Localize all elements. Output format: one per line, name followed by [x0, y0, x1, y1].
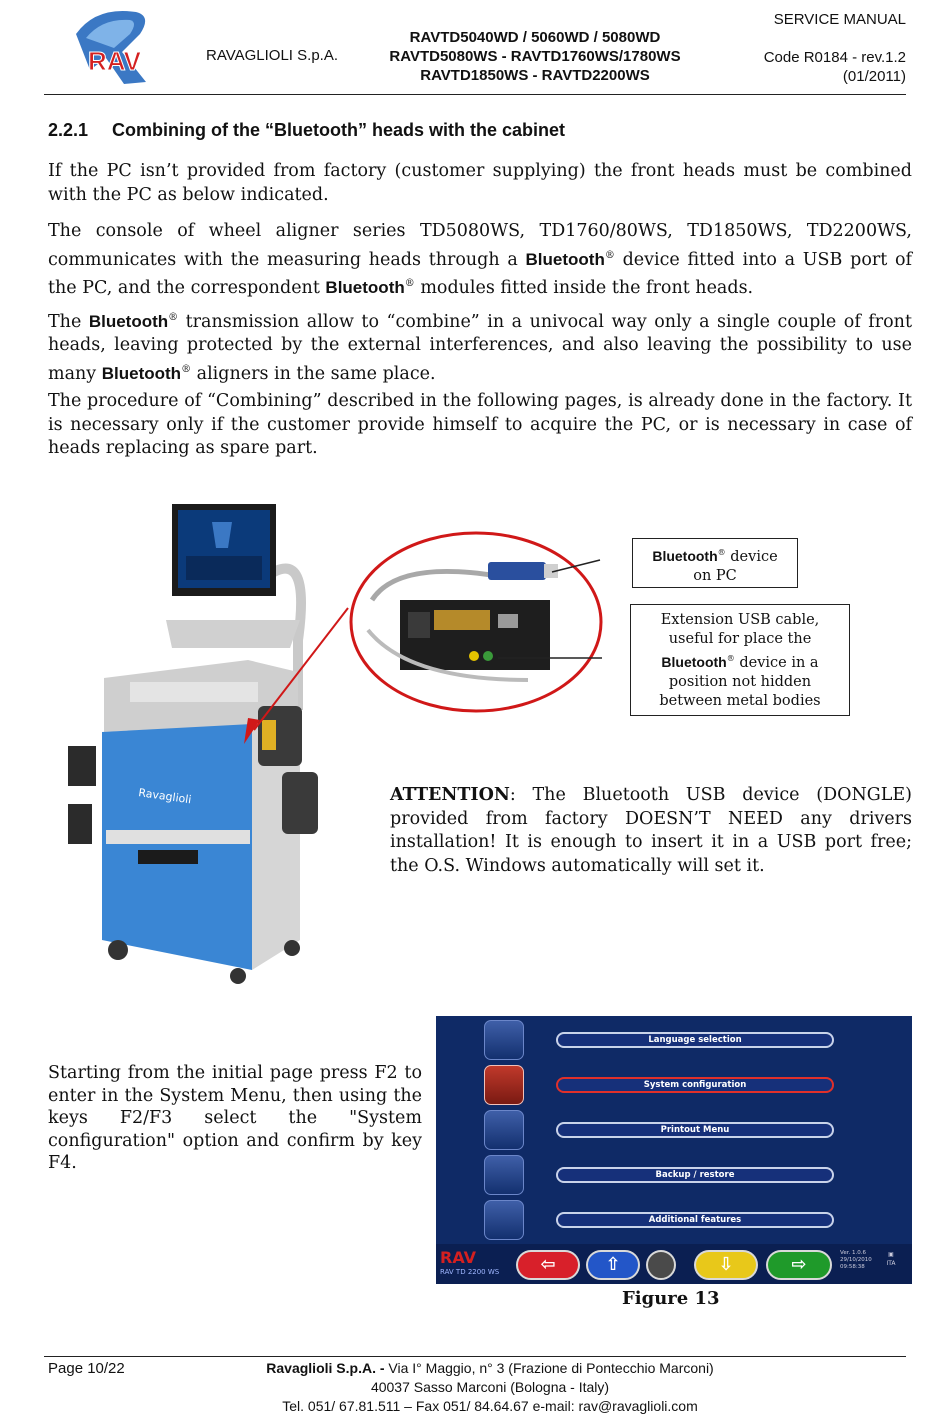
callout-text: device — [725, 548, 778, 565]
model-line: RAVTD5040WD / 5060WD / 5080WD — [409, 29, 661, 46]
footer-contacts: Tel. 051/ 67.81.511 – Fax 051/ 84.64.67 e-mail: rav@ravaglioli.com — [282, 1398, 698, 1414]
attention-text: : The Bluetooth USB device (DONGLE) provided from factory DOESN’T NEED any drivers installation! It is enough to insert it in a USB port free; the O.S. Windows automatically will set it. — [390, 785, 912, 876]
f3-button[interactable] — [646, 1250, 676, 1280]
time: 09:58:38 — [840, 1264, 865, 1270]
bluetooth-term: Bluetooth — [325, 277, 405, 297]
footer-address-line: 40037 Sasso Marconi (Bologna - Italy) — [370, 1379, 610, 1395]
callout-text: device in a — [734, 654, 819, 671]
menu-language-selection[interactable]: Language selection — [556, 1032, 834, 1048]
pc-usb-detail-image — [348, 530, 604, 714]
paragraph: The procedure of “Combining” described in the following pages, is already done in the factory. It is necessary only if the customer provide himself to acquire the PC, or is necessary in case of heads replacing as spare part. — [48, 391, 912, 458]
screen-logo-text: RAV TD 2200 WS — [440, 1268, 500, 1276]
f2-up-button[interactable]: ⇧ — [586, 1250, 640, 1280]
registered-mark: ® — [604, 249, 615, 261]
bluetooth-term: Bluetooth — [661, 653, 727, 670]
registered-mark: ® — [181, 363, 192, 375]
callout-text: on PC — [693, 567, 737, 584]
system-menu-screenshot — [436, 1016, 912, 1284]
model-list — [380, 28, 690, 85]
language-code: ITA — [886, 1260, 896, 1267]
svg-text:Ravaglioli: Ravaglioli — [137, 786, 193, 807]
spacer — [666, 29, 906, 48]
section-title: Combining of the “Bluetooth” heads with the cabinet — [112, 120, 565, 140]
screen-logo: RAV RAV TD 2200 WS — [440, 1248, 510, 1282]
text-run: device fitted into a USB port of the PC, and the correspondent — [48, 249, 912, 298]
document-date: (01/2011) — [842, 68, 906, 85]
paragraph: If the PC isn’t provided from factory (customer supplying) the front heads must be combined with the PC as below indicated. — [48, 161, 912, 205]
logo-text: RAV — [88, 46, 141, 76]
attention-label: ATTENTION — [390, 785, 510, 805]
registered-mark: ® — [168, 312, 179, 323]
footer-company: Ravaglioli S.p.A. - — [266, 1360, 385, 1376]
function-key-toolbar — [436, 1244, 912, 1284]
printer-icon — [484, 1110, 524, 1150]
f3-down-button[interactable]: ⇩ — [694, 1250, 758, 1280]
page-number: Page 10/22 — [48, 1360, 125, 1377]
header-divider — [44, 94, 906, 95]
footer-address — [200, 1359, 780, 1416]
callout-text: between metal bodies — [659, 692, 821, 709]
text-run: The console of wheel aligner series TD5080WS, TD1760/80WS, TD1850WS, TD2200WS, communicates with the measuring heads through a — [48, 221, 912, 270]
model-line: RAVTD1850WS - RAVTD2200WS — [420, 67, 650, 84]
version: Ver. 1.0.6 — [840, 1250, 866, 1256]
callout-text: Extension USB cable, — [660, 612, 820, 628]
menu-printout[interactable]: Printout Menu — [556, 1122, 834, 1138]
callout-text: useful for place the — [668, 631, 812, 647]
section-number: 2.2.1 — [48, 120, 89, 140]
callout-text: position not hidden — [668, 673, 812, 690]
f4-confirm-button[interactable]: ⇨ — [766, 1250, 832, 1280]
f1-back-button[interactable]: ⇦ — [516, 1250, 580, 1280]
callout-bluetooth-device — [632, 538, 798, 588]
bluetooth-term: Bluetooth — [88, 311, 169, 331]
text-run: modules fitted inside the front heads. — [414, 277, 754, 298]
rav-logo — [66, 4, 156, 88]
bluetooth-term: Bluetooth — [652, 547, 718, 564]
figure-caption: Figure 13 — [622, 1288, 720, 1309]
menu-backup-restore[interactable]: Backup / restore — [556, 1167, 834, 1183]
paragraph — [48, 220, 912, 300]
tools-icon — [484, 1065, 524, 1105]
document-info — [666, 10, 906, 86]
registered-mark: ® — [726, 654, 735, 663]
bluetooth-term: Bluetooth — [101, 363, 182, 383]
registered-mark: ® — [404, 277, 415, 289]
date: 29/10/2010 — [840, 1257, 872, 1263]
manual-title: SERVICE MANUAL — [773, 11, 906, 28]
menu-additional-features[interactable]: Additional features — [556, 1212, 834, 1228]
gear-icon — [484, 1200, 524, 1240]
attention-note — [390, 784, 912, 878]
version-info — [840, 1250, 872, 1271]
footer-divider — [44, 1356, 906, 1357]
document-code: Code R0184 - rev.1.2 — [763, 49, 906, 66]
model-line: RAVTD5080WS - RAVTD1760WS/1780WS — [389, 48, 681, 65]
footer-address-line: Via I° Maggio, n° 3 (Frazione di Pontecchio Marconi) — [384, 1360, 714, 1376]
registered-mark: ® — [717, 548, 726, 557]
status-icon: ▣ — [888, 1251, 894, 1258]
instruction-text: Starting from the initial page press F2 to enter in the System Menu, then using the keys F2/F3 select the "System configuration" option and confirm by key F4. — [48, 1063, 422, 1173]
callout-extension-cable — [630, 604, 850, 716]
bluetooth-term: Bluetooth — [525, 249, 605, 269]
usb-drive-icon — [484, 1155, 524, 1195]
text-run: The — [48, 311, 89, 332]
company-name: RAVAGLIOLI S.p.A. — [206, 47, 338, 64]
status-icons — [876, 1250, 906, 1268]
text-run: transmission allow to “combine” in a univocal way only a single couple of front heads, leaving protected by the external interferences, and also leaving the possibility to use many — [48, 311, 912, 384]
text-run: aligners in the same place. — [191, 363, 436, 384]
section-heading — [48, 120, 565, 141]
paragraph — [48, 306, 912, 386]
menu-system-configuration[interactable]: System configuration — [556, 1077, 834, 1093]
globe-icon — [484, 1020, 524, 1060]
